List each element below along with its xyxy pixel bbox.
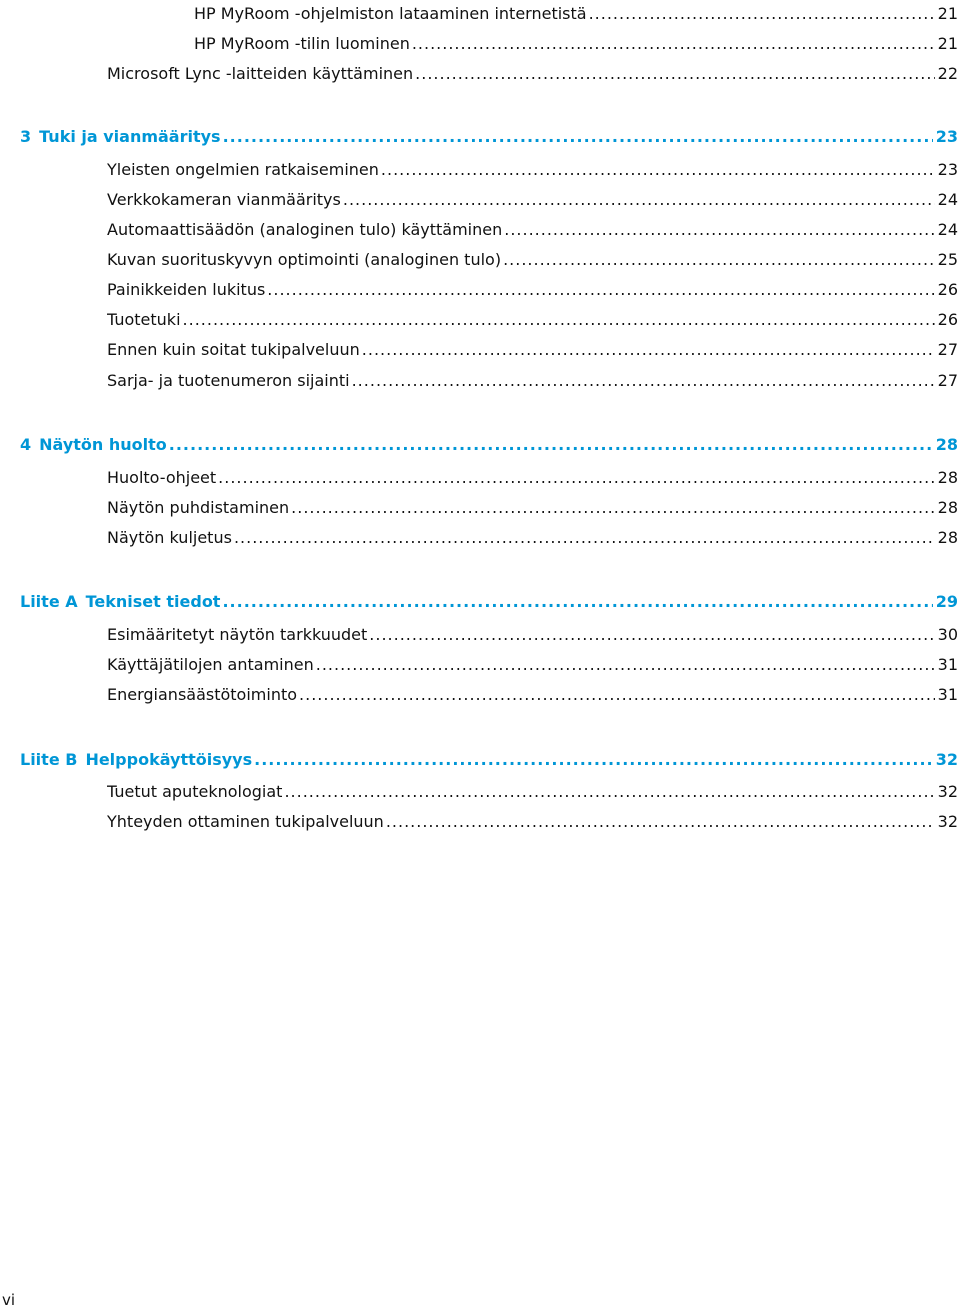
toc-entry[interactable] [107, 524, 958, 548]
toc-entry-page: 23 [937, 160, 958, 179]
toc-entry[interactable] [107, 216, 958, 240]
toc-entry[interactable] [107, 681, 958, 705]
toc-entry-page: 24 [937, 190, 958, 209]
toc-entry-title: Verkkokameran vianmääritys [107, 190, 341, 209]
toc-entry-title: Ennen kuin soitat tukipalveluun [107, 340, 360, 359]
toc-entry[interactable] [107, 494, 958, 518]
toc-dot-leader [183, 310, 935, 330]
toc-dot-leader [254, 750, 933, 770]
toc-entry[interactable] [107, 808, 958, 832]
toc-dot-leader [589, 4, 935, 24]
toc-dot-leader [369, 625, 934, 645]
toc-chapter-title: Näytön huolto [39, 435, 167, 454]
toc-entry-title: HP MyRoom -tilin luominen [194, 34, 410, 53]
toc-entry-page: 22 [937, 64, 958, 83]
toc-entry-page: 24 [937, 220, 958, 239]
toc-entry-title: Yleisten ongelmien ratkaiseminen [107, 160, 379, 179]
toc-chapter-page: 23 [935, 127, 958, 146]
toc-entry-title: Huolto-ohjeet [107, 468, 217, 487]
toc-entry[interactable] [107, 778, 958, 802]
toc-dot-leader [284, 782, 934, 802]
toc-entry-title: Painikkeiden lukitus [107, 280, 266, 299]
toc-entry[interactable] [107, 306, 958, 330]
toc-entry-page: 32 [937, 782, 958, 801]
toc-entry-title: Microsoft Lync -laitteiden käyttäminen [107, 64, 414, 83]
toc-entry-page: 28 [937, 468, 958, 487]
toc-entry-title: Näytön puhdistaminen [107, 498, 290, 517]
toc-entry[interactable] [107, 276, 958, 300]
toc-chapter-number: Liite A [20, 592, 78, 611]
toc-entry[interactable] [194, 0, 958, 24]
toc-dot-leader [234, 528, 935, 548]
toc-entry-page: 27 [937, 371, 958, 390]
toc-entry[interactable] [107, 651, 958, 675]
toc-chapter-title-group [20, 435, 169, 455]
toc-entry-page: 21 [937, 4, 958, 23]
toc-dot-leader [412, 34, 935, 54]
toc-entry-page: 27 [937, 340, 958, 359]
toc-entry-title: Kuvan suorituskyvyn optimointi (analoginen tulo) [107, 250, 502, 269]
toc-chapter-number: Liite B [20, 750, 78, 769]
toc-dot-leader [169, 435, 933, 455]
toc-entry[interactable] [194, 30, 958, 54]
toc-dot-leader [291, 498, 935, 518]
toc-entry-title: Käyttäjätilojen antaminen [107, 655, 314, 674]
toc-chapter-number: 3 [20, 127, 32, 146]
toc-entry-title: Näytön kuljetus [107, 528, 232, 547]
toc-entry[interactable] [107, 60, 958, 84]
toc-entry-page: 30 [937, 625, 958, 644]
toc-entry-title: Automaattisäädön (analoginen tulo) käyttäminen [107, 220, 503, 239]
toc-dot-leader [386, 812, 935, 832]
toc-chapter-title: Tuki ja vianmääritys [39, 127, 221, 146]
toc-entry-page: 26 [937, 280, 958, 299]
toc-dot-leader [343, 190, 935, 210]
toc-chapter-heading[interactable] [20, 431, 958, 455]
toc-dot-leader [362, 340, 935, 360]
toc-entry-page: 28 [937, 528, 958, 547]
toc-chapter-number: 4 [20, 435, 32, 454]
toc-entry-title: Tuetut aputeknologiat [107, 782, 283, 801]
toc-entry-page: 31 [937, 685, 958, 704]
toc-entry-title: Esimääritetyt näytön tarkkuudet [107, 625, 368, 644]
toc-dot-leader [503, 250, 935, 270]
toc-chapter-page: 28 [935, 435, 958, 454]
toc-entry-page: 32 [937, 812, 958, 831]
toc-entry-page: 31 [937, 655, 958, 674]
toc-chapter-page: 32 [935, 750, 958, 769]
toc-entry[interactable] [107, 156, 958, 180]
toc-dot-leader [381, 160, 935, 180]
toc-dot-leader [267, 280, 934, 300]
toc-dot-leader [504, 220, 934, 240]
toc-dot-leader [415, 64, 935, 84]
toc-chapter-title-group [20, 750, 254, 770]
toc-entry[interactable] [107, 464, 958, 488]
toc-dot-leader [218, 468, 934, 488]
toc-entry-title: Tuotetuki [107, 310, 181, 329]
toc-chapter-title-group [20, 127, 223, 147]
toc-entry-title: Yhteyden ottaminen tukipalveluun [107, 812, 384, 831]
toc-entry[interactable] [107, 246, 958, 270]
toc-entry-page: 25 [937, 250, 958, 269]
toc-entry-title: Sarja- ja tuotenumeron sijainti [107, 371, 350, 390]
toc-chapter-title-group [20, 592, 222, 612]
toc-chapter-heading[interactable] [20, 746, 958, 770]
toc-dot-leader [222, 592, 932, 612]
toc-dot-leader [316, 655, 935, 675]
toc-entry[interactable] [107, 186, 958, 210]
toc-chapter-heading[interactable] [20, 123, 958, 147]
toc-chapter-page: 29 [935, 592, 958, 611]
toc-entry-title: HP MyRoom -ohjelmiston lataaminen internetistä [194, 4, 587, 23]
toc-entry[interactable] [107, 336, 958, 360]
toc-entry-page: 21 [937, 34, 958, 53]
toc-dot-leader [299, 685, 935, 705]
toc-entry[interactable] [107, 621, 958, 645]
toc-entry-title: Energiansäästötoiminto [107, 685, 298, 704]
toc-entry[interactable] [107, 367, 958, 391]
page-number: vi [2, 1291, 16, 1309]
toc-dot-leader [223, 127, 933, 147]
toc-chapter-title: Tekniset tiedot [85, 592, 221, 611]
toc-chapter-heading[interactable] [20, 588, 958, 612]
toc-chapter-title: Helppokäyttöisyys [85, 750, 253, 769]
toc-dot-leader [352, 371, 935, 391]
toc-entry-page: 28 [937, 498, 958, 517]
toc-entry-page: 26 [937, 310, 958, 329]
